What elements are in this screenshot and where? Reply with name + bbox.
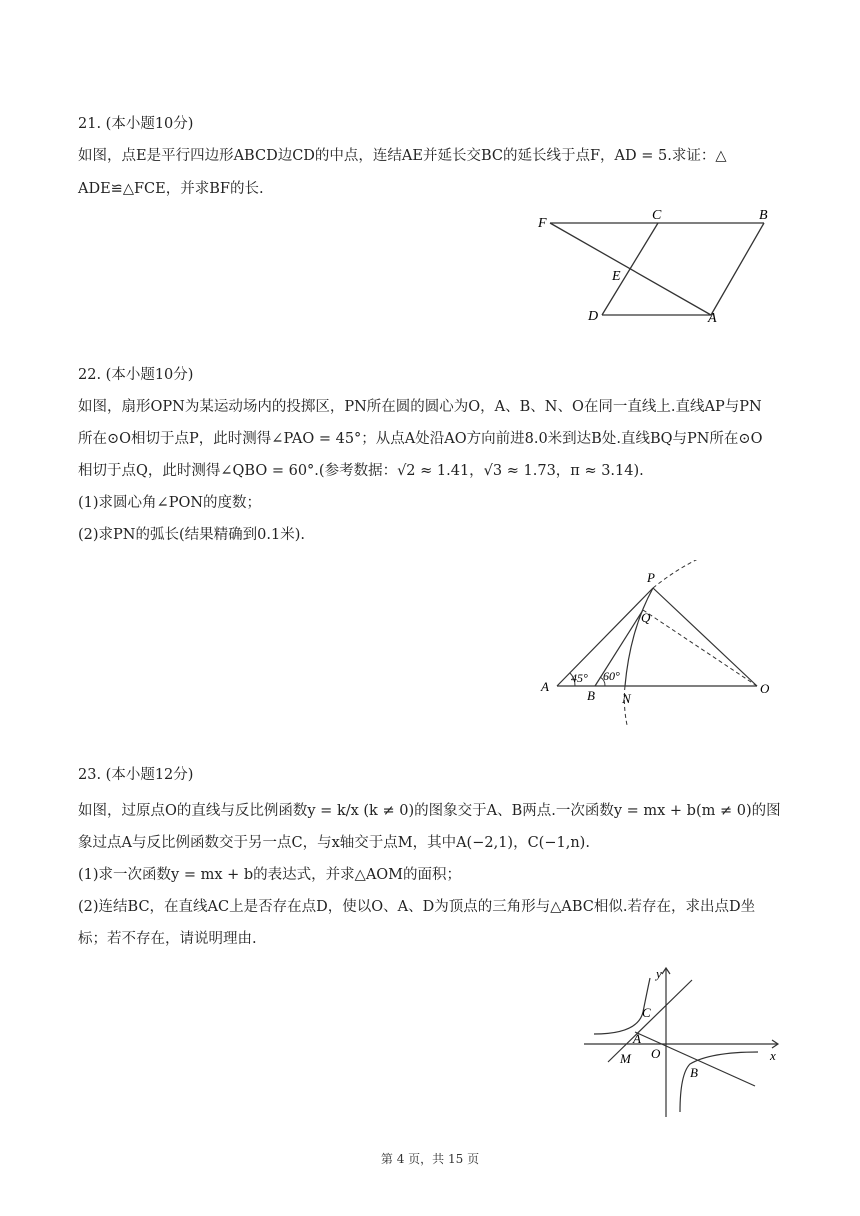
label-angle-45: 45° xyxy=(571,671,588,685)
question-21-header: 21. (本小题10分) xyxy=(78,116,194,132)
figure-sector xyxy=(535,560,785,730)
label-F: F xyxy=(538,216,547,231)
label-D: D xyxy=(588,309,599,324)
label-E: E xyxy=(612,269,621,284)
figure-parallelogram xyxy=(530,200,790,330)
label-A: A xyxy=(708,311,717,326)
label-B: B xyxy=(759,208,768,223)
label-y: y xyxy=(656,966,662,981)
question-22-sub1: (1)求圆心角∠PON的度数； xyxy=(78,495,262,511)
question-21 xyxy=(78,112,798,198)
question-22 xyxy=(78,363,798,544)
figure-coordinate-plane xyxy=(580,962,790,1122)
question-22-header: 22. (本小题10分) xyxy=(78,367,194,383)
label-x: x xyxy=(770,1048,776,1063)
question-23-text-line2: 象过点A与反比例函数交于另一点C，与x轴交于点M，其中A(−2,1)，C(−1,n). xyxy=(78,835,590,851)
question-22-text-line2: 所在⊙O相切于点P，此时测得∠PAO = 45°；从点A处沿AO方向前进8.0米到达B处.直线BQ与PN所在⊙O xyxy=(78,431,763,447)
label-A: A xyxy=(541,679,549,694)
label-B: B xyxy=(690,1065,698,1080)
question-23-sub3: 标；若不存在，请说明理由. xyxy=(78,931,257,947)
label-N: N xyxy=(622,691,631,706)
label-M: M xyxy=(620,1051,631,1066)
label-C: C xyxy=(652,208,662,223)
label-Q: Q xyxy=(641,610,651,625)
question-23-sub1: (1)求一次函数y = mx + b的表达式，并求△AOM的面积； xyxy=(78,867,462,883)
label-P: P xyxy=(647,570,655,585)
label-A: A xyxy=(633,1031,641,1046)
question-23-sub2: (2)连结BC，在直线AC上是否存在点D，使以O、A、D为顶点的三角形与△ABC相似.若存在，求出点D坐 xyxy=(78,899,756,915)
label-O: O xyxy=(651,1046,661,1061)
question-22-sub2: (2)求PN的弧长(结果精确到0.1米). xyxy=(78,527,305,543)
question-23-text-line1: 如图，过原点O的直线与反比例函数y = k/x (k ≠ 0)的图象交于A、B两点.一次函数y = mx + b(m ≠ 0)的图 xyxy=(78,803,781,819)
question-23-header: 23. (本小题12分) xyxy=(78,767,194,783)
question-23 xyxy=(78,763,798,948)
question-21-text-line2: ADE≌△FCE，并求BF的长. xyxy=(78,181,264,197)
question-22-text-line3: 相切于点Q，此时测得∠QBO = 60°.(参考数据：√2 ≈ 1.41，√3 ≈ 1.73，π ≈ 3.14). xyxy=(78,463,644,479)
question-21-text-line1: 如图，点E是平行四边形ABCD边CD的中点，连结AE并延长交BC的延长线于点F，AD = 5.求证：△ xyxy=(78,148,727,164)
label-angle-60: 60° xyxy=(603,669,620,683)
page-footer: 第 4 页，共 15 页 xyxy=(380,1152,480,1166)
question-22-text-line1: 如图，扇形OPN为某运动场内的投掷区，PN所在圆的圆心为O，A、B、N、O在同一直线上.直线AP与PN xyxy=(78,399,762,415)
label-O: O xyxy=(760,681,770,696)
label-C: C xyxy=(642,1005,651,1020)
label-B: B xyxy=(587,688,595,703)
